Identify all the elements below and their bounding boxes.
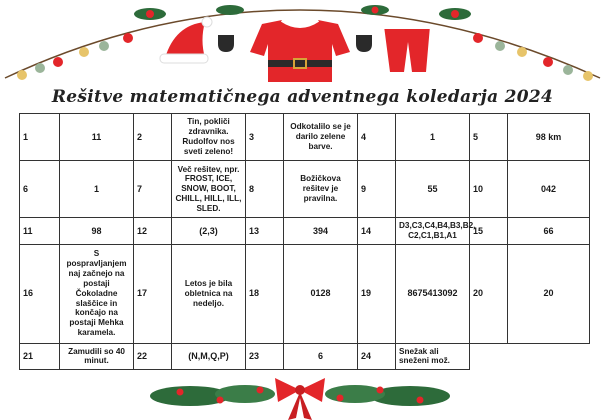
day-answer: 042 [508, 161, 590, 218]
red-bow-icon [275, 378, 325, 420]
table-row [20, 218, 590, 244]
day-answer: 1 [60, 161, 134, 218]
day-answer: 394 [284, 218, 358, 244]
day-number: 3 [246, 114, 284, 161]
day-number: 12 [134, 218, 172, 244]
day-number: 22 [134, 343, 172, 369]
santa-trousers-icon [384, 24, 430, 72]
day-number: 15 [470, 218, 508, 244]
santa-jacket-icon [250, 20, 350, 82]
day-number: 7 [134, 161, 172, 218]
table-row [20, 244, 590, 343]
day-answer: Odkotalilo se je darilo zelene barve. [284, 114, 358, 161]
day-number: 23 [246, 343, 284, 369]
day-answer: Snežak ali sneženi mož. [396, 343, 470, 369]
table-row [20, 161, 590, 218]
day-number: 6 [20, 161, 60, 218]
day-number: 5 [470, 114, 508, 161]
day-number: 17 [134, 244, 172, 343]
day-number: 21 [20, 343, 60, 369]
table-row [20, 343, 590, 369]
day-number: 8 [246, 161, 284, 218]
day-number: 10 [470, 161, 508, 218]
day-answer: D3,C3,C4,B4,B3,B2, C2,C1,B1,A1 [396, 218, 470, 244]
day-number: 20 [470, 244, 508, 343]
empty-cell [508, 343, 590, 369]
day-answer: 98 [60, 218, 134, 244]
day-answer: 66 [508, 218, 590, 244]
day-number: 9 [358, 161, 396, 218]
day-answer: Več rešitev, npr. FROST, ICE, SNOW, BOOT, CHILL, HILL, ILL, SLED. [172, 161, 246, 218]
day-number: 2 [134, 114, 172, 161]
day-answer: 6 [284, 343, 358, 369]
page-title: Rešitve matematičnega adventnega koledarja 2024 [51, 87, 554, 107]
empty-cell [470, 343, 508, 369]
day-answer: 98 km [508, 114, 590, 161]
day-answer: 1 [396, 114, 470, 161]
day-answer: Letos je bila obletnica na nedeljo. [172, 244, 246, 343]
day-answer: Božičkova rešitev je pravilna. [284, 161, 358, 218]
day-number: 18 [246, 244, 284, 343]
day-answer: 11 [60, 114, 134, 161]
table-row [20, 114, 590, 161]
day-answer: Tin, pokliči zdravnika. Rudolfov nos sveti zeleno! [172, 114, 246, 161]
day-answer: (N,M,Q,P) [172, 343, 246, 369]
day-answer: 20 [508, 244, 590, 343]
day-answer: 8675413092 [396, 244, 470, 343]
holly-top [134, 5, 471, 20]
day-number: 4 [358, 114, 396, 161]
day-number: 13 [246, 218, 284, 244]
garland-decoration [0, 0, 605, 100]
day-number: 19 [358, 244, 396, 343]
answers-table [19, 113, 590, 370]
day-number: 1 [20, 114, 60, 161]
day-answer: Zamudili so 40 minut. [60, 343, 134, 369]
day-number: 16 [20, 244, 60, 343]
day-number: 14 [358, 218, 396, 244]
day-answer: 55 [396, 161, 470, 218]
day-number: 11 [20, 218, 60, 244]
day-number: 24 [358, 343, 396, 369]
day-answer: S pospravljanjem naj začnejo na postaji Čokoladne slaščice in končajo na postaji Mehka karamela. [60, 244, 134, 343]
day-answer: 0128 [284, 244, 358, 343]
day-answer: (2,3) [172, 218, 246, 244]
holly-bow-decoration [150, 372, 450, 420]
